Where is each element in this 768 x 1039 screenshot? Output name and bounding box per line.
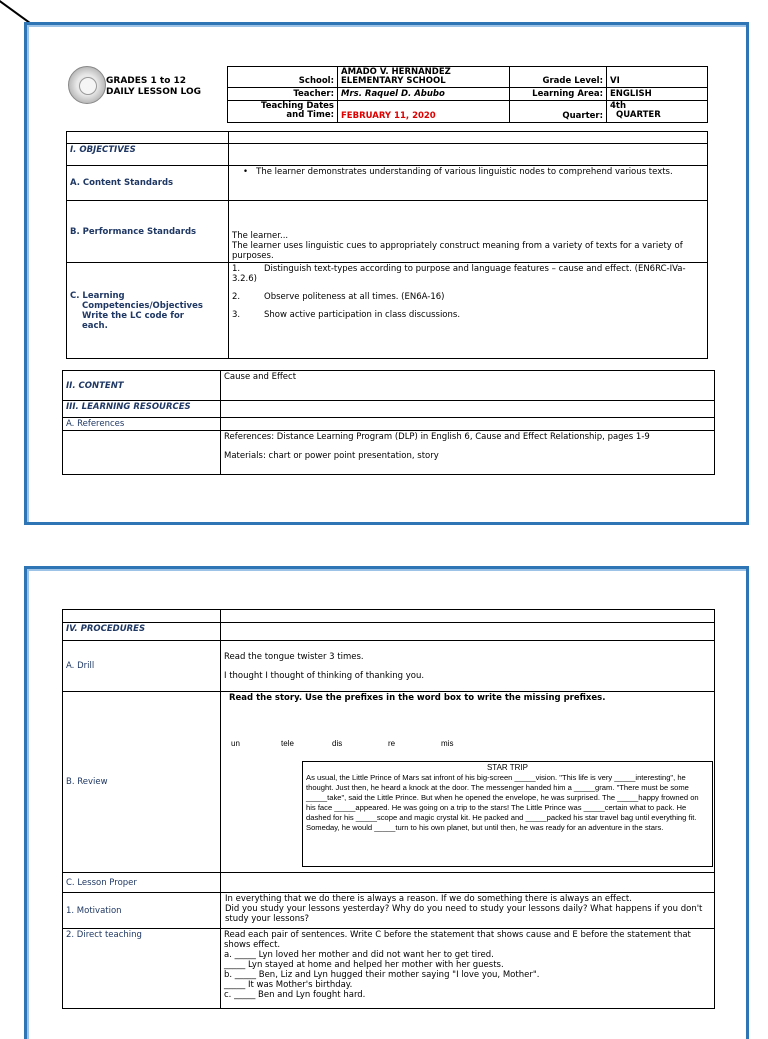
lc-label-2: Competencies/Objectives [82, 300, 203, 311]
story-title: STAR TRIP [486, 763, 529, 772]
lc-label-1: C. Learning [70, 290, 125, 301]
header-table [227, 66, 708, 123]
dates-label-2: and Time: [286, 110, 334, 120]
lc-label-4: each. [82, 320, 108, 331]
grade-level-value: VI [607, 67, 708, 88]
prefix-word: tele [281, 739, 294, 748]
motivation-line-2: Did you study your lessons yesterday? Why do you need to study your lessons daily? What happens if you don't study your lessons? [225, 904, 703, 924]
blank-cell [221, 401, 715, 418]
direct-line: a. _____ Lyn loved her mother and did not want her to get tired. [224, 950, 494, 960]
performance-line-2: The learner uses linguistic cues to appropriately construct meaning from a variety of texts for a variety of purposes. [232, 241, 683, 261]
learning-area-label: Learning Area: [510, 88, 607, 101]
review-instruction: Read the story. Use the prefixes in the word box to write the missing prefixes. [221, 692, 715, 873]
drill-line-1: Read the tongue twister 3 times. [224, 651, 364, 662]
blank-cell [221, 610, 715, 623]
review-label: B. Review [63, 692, 221, 873]
log-title [106, 76, 201, 98]
drill-label: A. Drill [63, 641, 221, 692]
references-label: A. References [63, 418, 221, 431]
grade-level-label: Grade Level: [510, 67, 607, 88]
school-value: AMADO V. HERNANDEZ ELEMENTARY SCHOOL [338, 67, 510, 88]
content-table [62, 370, 715, 475]
content-standards-cell [229, 166, 708, 201]
story-box [302, 761, 713, 867]
learning-resources-heading: III. LEARNING RESOURCES [63, 401, 221, 418]
story-text: As usual, the Little Prince of Mars sat infront of his big-screen _____vision. "This life is very _____interesting", he thought. Just then, he heard a knock at the door. The messenger handed him a _____gram. "There must be some _____take", said the Little Prince. But when he opened the envelope, he was surprised. The _____happy frowned on his face _____appeared. He was going on a trip to the stars! The Little Prince was _____certain what to pack. He dashed for his _____scope and magic crystal kit. He packed and _____packed his star travel bag until everything fit. Someday, he would _____turn to his own planet, but until then, he was ready for an adventure in the stars. [306, 773, 699, 832]
content-standards-label: A. Content Standards [67, 166, 229, 201]
teacher-label: Teacher: [228, 88, 338, 101]
blank-cell [221, 418, 715, 431]
motivation-line-1: In everything that we do there is always a reason. If we do something there is always an effect. [225, 894, 632, 904]
lc-item [232, 264, 704, 284]
lc-text: Observe politeness at all times. (EN6A-16) [264, 292, 445, 302]
lc-text: Show active participation in class discussions. [264, 310, 461, 320]
school-label: School: [228, 67, 338, 88]
prefix-word: re [388, 739, 396, 748]
blank-cell [229, 132, 708, 144]
direct-line: b. _____ Ben, Liz and Lyn hugged their mother saying "I love you, Mother". [224, 970, 540, 980]
direct-line: c. _____ Ben and Lyn fought hard. [224, 990, 366, 1000]
blank-cell [221, 623, 715, 641]
content-value: Cause and Effect [221, 371, 715, 401]
learning-area-value: ENGLISH [607, 88, 708, 101]
learning-competencies-cell [229, 263, 708, 359]
daily-lesson-log-text: DAILY LESSON LOG [106, 87, 201, 97]
objectives-heading: I. OBJECTIVES [67, 144, 229, 166]
blank-cell [221, 873, 715, 893]
blank-cell [63, 610, 221, 623]
direct-instruction: Read each pair of sentences. Write C before the statement that shows cause and E before the statement that shows effect. [224, 930, 691, 950]
motivation-label: 1. Motivation [63, 893, 221, 929]
direct-teaching-cell [221, 929, 715, 1009]
dates-label-1: Teaching Dates [261, 101, 334, 111]
teacher-value: Mrs. Raquel D. Abubo [338, 88, 510, 101]
prefix-word: mis [441, 739, 454, 748]
lc-label-3: Write the LC code for [82, 310, 184, 321]
quarter-number: 4th [610, 101, 627, 111]
blank-cell [63, 431, 221, 475]
motivation-cell [221, 893, 715, 929]
content-heading: II. CONTENT [63, 371, 221, 401]
materials-text: Materials: chart or power point presentation, story [224, 451, 439, 461]
blank-cell [229, 144, 708, 166]
direct-teaching-label: 2. Direct teaching [63, 929, 221, 1009]
bullet-icon: • [243, 167, 249, 177]
drill-cell [221, 641, 715, 692]
references-text: References: Distance Learning Program (DLP) in English 6, Cause and Effect Relationship, pages 1-9 [224, 432, 650, 442]
blank-cell [67, 132, 229, 144]
lc-text: Distinguish text-types according to purpose and language features – cause and effect. (EN6RC-IVa-3.2.6) [232, 264, 686, 284]
procedures-heading: IV. PROCEDURES [63, 623, 221, 641]
direct-line: _____ Lyn stayed at home and helped her mother with her guests. [224, 960, 504, 970]
teaching-dates-value: FEBRUARY 11, 2020 [338, 101, 510, 123]
grades-text: GRADES 1 to 12 [106, 76, 187, 86]
deped-seal-logo [68, 66, 106, 104]
prefix-word: dis [332, 739, 343, 748]
quarter-label: Quarter: [510, 101, 607, 123]
direct-line: _____ It was Mother's birthday. [224, 980, 353, 990]
quarter-value [607, 101, 708, 123]
learning-competencies-label [67, 263, 229, 359]
drill-line-2: I thought I thought of thinking of thanking you. [224, 670, 425, 681]
performance-line-1: The learner... [232, 231, 289, 241]
lc-item [232, 292, 704, 302]
lesson-proper-label: C. Lesson Proper [63, 873, 221, 893]
prefix-word: un [231, 739, 240, 748]
lc-item [232, 310, 704, 320]
lc-num: 3. [232, 310, 241, 320]
references-cell [221, 431, 715, 475]
lc-list [232, 264, 704, 320]
performance-standards-cell [229, 201, 708, 263]
objectives-table [66, 131, 708, 359]
teaching-dates-label [228, 101, 338, 123]
quarter-word: QUARTER [616, 110, 661, 120]
lc-num: 2. [232, 292, 241, 302]
performance-standards-label: B. Performance Standards [67, 201, 229, 263]
content-standards-text: The learner demonstrates understanding of various linguistic nodes to comprehend various texts. [256, 167, 673, 177]
lc-num: 1. [232, 264, 241, 274]
